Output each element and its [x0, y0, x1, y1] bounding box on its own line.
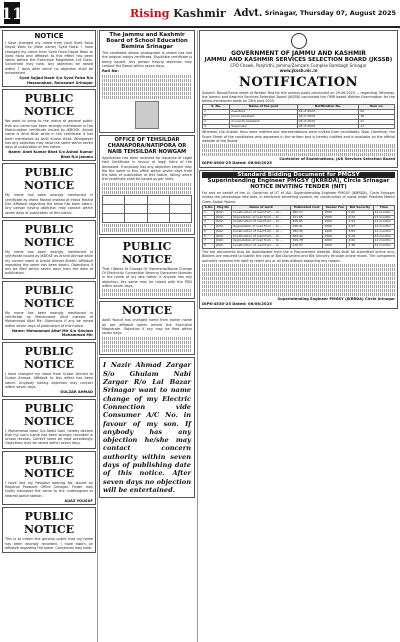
table-cell: 12 months	[373, 234, 394, 239]
notice-body: My name has been wrongly mentioned in certificate issued by JKBOSE as Arshid Ahmad while my correct name is Arshid Ahmad Sheikh. Affidavit regarding the same has been sworn. Objections if any be filed within seven days from the date of publication.	[5, 249, 93, 276]
table-cell: Construction of road from ... to ...	[231, 244, 290, 249]
notice-signature: Syed Sajjad Nazir S/o Syed Faiza R/o Hassanabad, Rainawari Srinagar	[19, 76, 93, 85]
table-cell: 04 of 2024	[297, 115, 359, 120]
table-header: Name of the post	[230, 105, 297, 110]
table-cell: 12 months	[373, 210, 394, 215]
notice-box	[2, 30, 96, 87]
candidate-photo	[135, 101, 159, 129]
table-cell: 1000	[323, 244, 347, 249]
table-cell: 199.78	[291, 239, 323, 244]
table-header: S.No	[203, 205, 215, 210]
pmgsy-title: Standard Bidding Document for PMGSY	[202, 172, 395, 178]
table-cell: 12 months	[373, 244, 394, 249]
table-cell: 2	[203, 215, 215, 220]
table-cell: 12 months	[373, 229, 394, 234]
notice-signature: GULZAR AHMAD	[60, 390, 93, 395]
table-cell: Construction of road from ... to ...	[231, 220, 290, 225]
table-cell: 4.00	[347, 239, 373, 244]
notice-body: I have changed my name from (old) Syed Faiza Hayat Wani to (New name) Syed Faiza. I have changed my name from Syed Faiza Hayat Wani to Syed Faiza and affidavit to this effect has been sworn before the Executive Magistrate 1st Class. Concerned may note. Any objection be raised within 7 days after which no objection shall be entertained.	[5, 41, 93, 76]
table-cell: Construction of road from ... to ...	[231, 234, 290, 239]
jkssb-notification	[199, 30, 398, 168]
notice-heading: NOTICE	[121, 304, 173, 318]
notice-heading: NOTICE	[34, 32, 64, 40]
table-cell: JK02-	[215, 220, 232, 225]
issue-date: Srinagar, Thursday 07, August 2025	[264, 9, 396, 17]
handwritten-notice: I Nazir Ahmad Zargar S/o Ghulam Nabi Zargar R/o Lal Bazar Srinagar want to name change of my Electric Connection vide Consumer A/C No. in favour of my son. If anybody has any objection he/she may contact concern authority within seven days of publishing date of this notice. After seven days no objection will be entertained.	[99, 357, 195, 498]
table-cell: 5.29	[347, 234, 373, 239]
table-cell: 12 months	[373, 225, 394, 230]
table-cell: 5.97	[347, 225, 373, 230]
government-column	[199, 30, 398, 311]
table-cell: JK02-	[215, 229, 232, 234]
tender-table	[202, 205, 395, 249]
board-title: JAMMU AND KASHMIR SERVICES SELECTION BOARD (JKSSB)	[204, 57, 393, 63]
table-cell: Construction of road from ... to ...	[231, 210, 290, 215]
notice-heading: The Jammu and Kashmir Board of School Education Bemina Srinagar	[106, 32, 188, 50]
table-cell: 1000	[323, 220, 347, 225]
table-cell: 1	[203, 210, 215, 215]
notice-body: Application has been received for issuance of Legal Heir Certificate in favour of legal heirs of the deceased. If anybody has any objection he/she may file the same in this office within seven days from the date of publication of this notice, failing which the certificate shall be issued as per rules.	[102, 155, 192, 182]
table-header: S. No.	[203, 105, 230, 110]
table-cell: JK02-	[215, 239, 232, 244]
notice-box	[2, 220, 96, 279]
notice-body: My name has been wrongly mentioned in certificate as Mohammad Altaf instead of Mohammad Altaf Mir. Objections if any be raised within seven days of publication of this notice.	[5, 310, 93, 328]
legal-heirs-table	[102, 195, 192, 223]
table-cell: 4	[203, 124, 230, 129]
table-header: Notification No.	[297, 105, 359, 110]
table-cell: 5	[203, 229, 215, 234]
table-cell: 1500	[323, 225, 347, 230]
notice-signature: Name: Amit Kumar Bhat S/o Ashok Kumar Bhat R/o Jammu	[8, 150, 93, 159]
table-header: Bid Security	[347, 205, 373, 210]
table-cell: 8	[203, 244, 215, 249]
table-cell: 218.97	[291, 244, 323, 249]
table-row	[203, 124, 395, 129]
table-cell: 5.65	[347, 210, 373, 215]
table-cell: Supervisor	[230, 124, 297, 129]
table-cell: 2	[203, 115, 230, 120]
notice-body: The candidate whose photograph is shown has lost the original marks certificate. Duplicate certificate is being issued. Any person having objection may contact the Board within seven days.	[102, 51, 192, 68]
notice-heading: PUBLIC NOTICE	[121, 239, 173, 266]
table-cell: 09	[359, 110, 395, 115]
table-cell: 18	[359, 115, 395, 120]
table-cell: Construction of road from ... to ...	[231, 229, 290, 234]
table-cell: 05 of 2024	[297, 124, 359, 129]
notice-heading: PUBLIC NOTICE	[23, 92, 75, 119]
table-cell: 298.41	[291, 225, 323, 230]
adv-label: Advt.	[233, 7, 263, 19]
government-emblem-icon	[291, 33, 307, 49]
dipk-number-2: DIPK-4530-25 Dated: 06/08/2025	[202, 300, 272, 306]
table-row	[203, 244, 395, 249]
table-cell: JK02-	[215, 215, 232, 220]
newspaper-logo	[130, 7, 226, 20]
notice-body: I have lost my Passport bearing No. issued by Regional Passport Office Srinagar. Finder may kindly handover the same to the undersigned or nearest police station.	[5, 480, 93, 498]
table-cell: 1	[203, 110, 230, 115]
notice-signature: AIJAZ YOUSUF	[64, 498, 93, 503]
notice-box	[2, 507, 96, 553]
table-cell: 21	[359, 119, 395, 124]
table-cell: Accounts Assistant	[230, 119, 297, 124]
table-cell: 264.42	[291, 234, 323, 239]
table-cell: 12 months	[373, 220, 394, 225]
table-header: Name of work	[231, 205, 290, 210]
table-cell: 4.54	[347, 220, 373, 225]
table-cell: 1500	[323, 234, 347, 239]
notice-box	[99, 301, 195, 355]
notice-body: My name has been wrongly mentioned in certificate as Irfana Rashid instead of Irfana Rashid Dar. Affidavit regarding the same has been sworn. Any person having objection may contact within seven days of publication of this notice.	[5, 193, 93, 215]
notice-body: This is to inform the general public that my name has been wrongly recorded. I have sworn an affidavit regarding the same. Concerned may note.	[5, 537, 93, 551]
notice-body: We want to bring to the notice of general public that our name has been wrongly mentioned in the Matriculation certificate issued by JKBOSE. Actual name is Amit Bhat while in the certificate it has been mentioned as Amit Kumar Bhat. Whosoever has any objection may raise the same within seven days of publication of this notice.	[5, 119, 93, 150]
controller-signature: Controller of Examinations, J&K Services Selection Board	[279, 156, 395, 161]
notification-body-2: Whereas, the Answer Keys were notified and representations were invited from candidates. Now, therefore, the Score Sheet of the candidates who appeared in the written test is hereby notified and is available on the official website of the Board.	[202, 130, 395, 144]
table-cell: Junior Assistant	[230, 115, 297, 120]
notification-heading: NOTIFICATION	[239, 74, 358, 90]
table-cell: Assistant	[230, 110, 297, 115]
table-cell: 12 months	[373, 215, 394, 220]
pmgsy-subtitle: Superintending Engineer PMGSY (JKRRDA), Circle Srinagar	[207, 178, 390, 185]
notice-body: I, Mohammad Iqbal, S/o Abdul Gani, hereby declare that my son's name has been wrongly recorded in school records. Correct name be read accordingly. Objections may be raised within seven days.	[5, 428, 93, 446]
table-header: Item no.	[359, 105, 395, 110]
notice-box	[99, 237, 195, 300]
table-cell: 4.38	[347, 244, 373, 249]
table-cell: 3	[203, 119, 230, 124]
table-header: Pkg No	[215, 205, 232, 210]
notice-heading: PUBLIC NOTICE	[23, 510, 75, 537]
table-cell: JK02-	[215, 210, 232, 215]
notice-heading: PUBLIC NOTICE	[23, 344, 75, 371]
logo-right: Kashmir	[173, 6, 226, 20]
table-cell: 282.17	[291, 210, 323, 215]
notice-heading: PUBLIC NOTICE	[23, 283, 75, 310]
table-cell: Upgradation of road from ... to ...	[231, 225, 290, 230]
tender-notes: The bid documents may be downloaded from the e-Procurement website. Bids shall be submitted online only. Bidders are required to submit the cost of Bid Document and Bid Security through online mode. The competent authority reserves the right to reject any or all bids without assigning any reason.	[202, 250, 395, 263]
table-cell: 1000	[323, 229, 347, 234]
table-cell: Upgradation of road from ... to ...	[231, 239, 290, 244]
notification-body: Subject: Result/Score sheet of Written Test for the various posts conducted on 29.06.2025 — regarding. Whereas, the Jammu and Kashmir Services Selection Board (JKSSB) conducted the OMR based Written Examination for the below-mentioned posts on 29th June 2025.	[202, 90, 395, 104]
pmgsy-tender	[199, 170, 398, 309]
notice-signature: Name: Mohammad Altaf Mir S/o Ghulam Mohammad Mir	[12, 328, 93, 338]
notice-body: That I Wants To Change Of Ownership/Name Change Of Electricity Connection Bearing Consumer Number in the name of my late father. If anyone has any objection, the same may be raised with the PDD within seven days.	[102, 266, 192, 288]
table-cell: JK02-	[215, 244, 232, 249]
gov-title: GOVERNMENT OF JAMMU AND KASHMIR	[231, 50, 366, 57]
table-cell: 182.45	[291, 229, 323, 234]
table-cell: 1500	[323, 210, 347, 215]
page-number: 11	[0, 3, 24, 23]
notice-box	[2, 342, 96, 397]
notice-heading: PUBLIC NOTICE	[23, 401, 75, 428]
table-cell: 6.23	[347, 215, 373, 220]
board-website: www.jkssb.nic.in	[279, 68, 318, 74]
notice-body: Aadil Yousuf has changed name from earlier name as per affidavit sworn before the Executive Magistrate. Objection if any may be filed within seven days.	[102, 318, 192, 336]
table-cell: 12 months	[373, 239, 394, 244]
table-cell: 311.65	[291, 215, 323, 220]
pmgsy-body: For and on behalf of the Lt. Governor of UT of J&K, Superintending Engineer PMGSY (JKRRDA), Circle Srinagar invites the percentage rate bids, in electronic tendering system, for construction of roads under Pradhan Mantri Gram Sadak Yojana.	[202, 191, 395, 204]
notice-box	[2, 281, 96, 340]
table-header: Estimated Cost	[291, 205, 323, 210]
table-cell: 04 of 2024	[297, 119, 359, 124]
classified-column-2	[99, 30, 195, 500]
table-cell: 3	[203, 220, 215, 225]
dipk-number: DIPK-4500-25 Dated: 06/08/2025	[202, 160, 272, 166]
notice-body: I have changed my name from Gulzar Ahmed to Gulzar Ahmad. Affidavit to this effect has been sworn. Anybody having objection may contact within seven days.	[5, 371, 93, 389]
table-cell: 7	[203, 239, 215, 244]
tehsildar-notice	[99, 135, 195, 235]
table-cell: 1500	[323, 215, 347, 220]
table-cell: JK02-	[215, 234, 232, 239]
posts-table	[202, 104, 395, 129]
notice-box	[2, 451, 96, 506]
table-cell: 04 of 2024	[297, 110, 359, 115]
table-cell: Upgradation of road from ... to ...	[231, 215, 290, 220]
notice-box	[2, 89, 96, 161]
school-board-notice	[99, 30, 195, 133]
logo-left: Rising	[130, 6, 170, 20]
column-divider	[197, 30, 198, 642]
notice-box	[2, 399, 96, 449]
table-cell: 6	[203, 234, 215, 239]
board-address: CPO Chowk, Panjtirthi, Jammu/Zamzam Complex Rambagh Srinagar	[230, 63, 367, 68]
classified-column-1	[2, 30, 96, 555]
notice-box	[2, 163, 96, 217]
column-divider	[97, 30, 98, 642]
table-cell: 1000	[323, 239, 347, 244]
roll-label: Roll No:	[102, 68, 119, 74]
notice-heading: PUBLIC NOTICE	[23, 453, 75, 480]
table-header: Time	[373, 205, 394, 210]
table-cell: 226.85	[291, 220, 323, 225]
notice-heading: PUBLIC NOTICE	[23, 166, 75, 193]
table-cell: 3.65	[347, 229, 373, 234]
pmgsy-nit: NOTICE INVITING TENDER (NIT)	[250, 184, 347, 191]
notice-heading: OFFICE OF TEHSILDAR CHANAPORA/NATIPORA OR NAIB TEHSILDAR NOWGAM	[107, 136, 187, 155]
table-header: Tender Fee	[323, 205, 347, 210]
table-cell: JK02-	[215, 225, 232, 230]
table-cell: 11	[359, 124, 395, 129]
notice-heading: PUBLIC NOTICE	[23, 222, 75, 249]
pmgsy-signer: Superintending Engineer PMGSY (JKRRDA) Circle Srinagar	[277, 297, 395, 302]
table-cell: 4	[203, 225, 215, 230]
masthead	[0, 0, 400, 28]
